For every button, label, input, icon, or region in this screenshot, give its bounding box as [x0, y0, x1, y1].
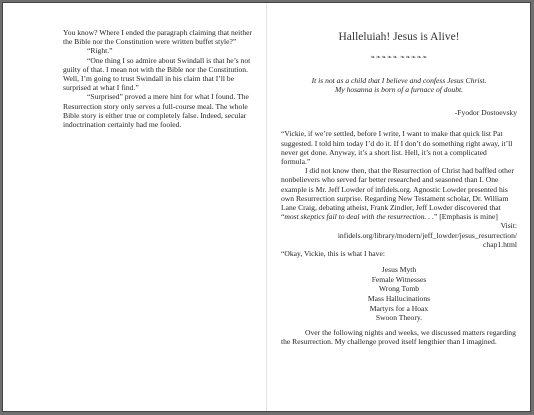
url-line-1: infidels.org/library/modern/jeff_lowder/jesus_resurrection/ [337, 230, 517, 240]
right-paragraph-2-start: I did not know then, that the Resurrection of Christ had baffled other nonbelievers who served far better researched and seasoned than I. One example is Mr. Jeff Lowder of infidels.org. Agnostic Lowder presented his own Resurrection surprise. Regarding New Testament scholar, Dr. William Lane Craig, debating atheist, Frank Zindler, Jeff Lowder discovered that “ [281, 166, 514, 222]
quote-italic: most skeptics fail to deal with the resurrection. . . [284, 212, 434, 222]
ornament-divider: ❧❧❧❧❧ ❧❧❧❧❧ [370, 55, 428, 61]
right-paragraph-4: Over the following nights and weeks, we discussed matters regarding the Resurrection. My challenge proved itself lengthier than I imagined. [281, 327, 516, 347]
list-item: Wrong Tomb [378, 284, 420, 294]
right-paragraph-2-end: ” [Emphasis is mine] [433, 212, 498, 222]
page-gutter [266, 3, 267, 411]
left-paragraph-4: “Surprised” proved a mere hint for what I found. The Resurrection story only serves a full-course meal. The whole Bible story is either true or completely false. Indeed, secular indoctrination certainly had me fooled. [63, 92, 249, 130]
right-paragraph-1: “Vickie, if we’re settled, before I write, I want to make that quick list Pat suggested. I told him today I’d do it. If I don’t do something right away, it’ll never get done. Anyway, it’s a short list. Hell, it’s not a complicated formula.” [281, 129, 513, 167]
epigraph [281, 76, 517, 94]
epigraph-line-2: My hosanna is born of a furnace of doubt. [334, 85, 464, 95]
left-paragraph-3: “One thing I so admire about Swindall is that he’s not guilty of that. I mean not with the Bible nor the Constitution. Well, I’m going to trust Swindall in his claim that I’ll be surprised at what I find.” [63, 55, 251, 93]
right-paragraph-3: “Okay, Vickie, this is what I have: [281, 249, 385, 259]
epigraph-attribution: -Fyodor Dostoevsky [454, 108, 517, 118]
url-line-2: chap1.html [483, 239, 517, 249]
left-page [63, 28, 263, 129]
theory-list [281, 265, 517, 323]
list-item: Martyrs for a Hoax [369, 303, 429, 313]
right-paragraph-2 [281, 166, 517, 221]
list-item: Female Witnesses [371, 274, 427, 284]
list-item: Jesus Myth [381, 265, 417, 275]
chapter-title: Halleluiah! Jesus is Alive! [338, 31, 460, 43]
list-item: Swoon Theory. [375, 313, 423, 323]
right-page [281, 28, 517, 346]
list-item: Mass Hallucinations [367, 294, 431, 304]
page-spread [2, 2, 531, 412]
visit-label: Visit: [500, 221, 517, 231]
left-paragraph-1: You know? Where I ended the paragraph claiming that neither the Bible nor the Constitution were written buffet style?” [63, 28, 253, 47]
left-paragraph-2: “Right.” [87, 46, 113, 56]
epigraph-line-1: It is not as a child that I believe and confess Jesus Christ. [311, 76, 487, 86]
